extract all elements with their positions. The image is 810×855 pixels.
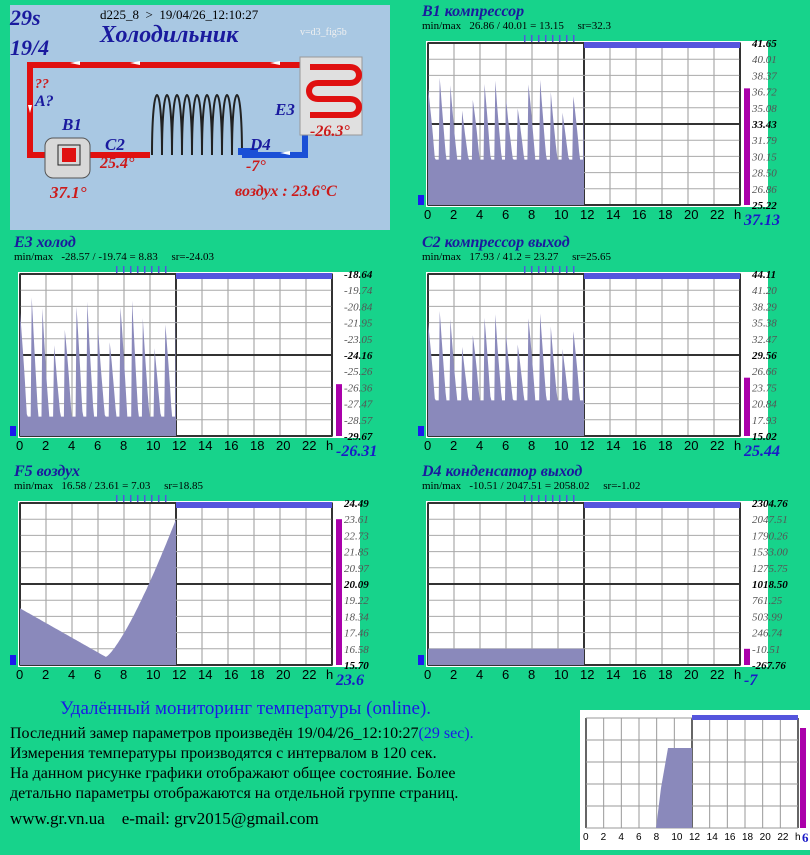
x-tick-label: 6 — [502, 667, 510, 682]
y-tick-label: 15.02 — [752, 431, 777, 443]
x-tick-label: h — [734, 207, 742, 222]
x-tick-label: 4 — [68, 667, 76, 682]
x-tick-label: 0 — [424, 438, 432, 453]
x-tick-label: 22 — [710, 438, 725, 453]
x-tick-label: 16 — [224, 667, 239, 682]
x-tick-label: 18 — [658, 207, 673, 222]
period-bar — [584, 42, 740, 48]
x-tick-label: 12 — [172, 438, 187, 453]
chart-d4-condenser-out — [418, 465, 810, 693]
y-tick-label: 36.72 — [752, 86, 777, 99]
y-tick-label: 20.84 — [752, 398, 777, 411]
refrigerator-schema — [10, 5, 390, 230]
mini-period-bar — [692, 715, 798, 720]
x-tick-label: 10 — [554, 207, 569, 222]
y-tick-label: -267.76 — [752, 660, 786, 672]
device-line: d225_8 > 19/04/26_12:10:27 — [100, 7, 259, 22]
x-tick-label: 8 — [528, 207, 536, 222]
y-tick-label: 15.70 — [344, 660, 369, 672]
y-tick-label: -21.95 — [344, 317, 373, 330]
period-bar — [584, 273, 740, 279]
y-tick-label: 26.66 — [752, 366, 777, 379]
x-tick-label: 6 — [94, 667, 102, 682]
x-tick-label: 20 — [684, 667, 699, 682]
y-tick-label: -24.16 — [344, 350, 373, 362]
x-tick-label: 16 — [632, 667, 647, 682]
x-tick-label: 12 — [580, 207, 595, 222]
mini-x-label: 10 — [671, 832, 683, 843]
chart-plot — [418, 495, 810, 695]
chart-plot — [418, 266, 810, 466]
x-tick-label: 14 — [606, 207, 621, 222]
chart-title: E3 холод — [14, 234, 76, 251]
x-tick-label: 2 — [42, 667, 50, 682]
mini-level-bar — [800, 728, 806, 828]
current-level-bar — [744, 649, 750, 665]
footer-line-3: На данном рисунке графики отображают общее состояние. Более — [10, 765, 456, 782]
footer-line-1-prefix: Последний замер параметров произведён — [10, 725, 297, 742]
x-tick-label: 2 — [450, 438, 458, 453]
mini-x-label: 0 — [583, 832, 589, 843]
x-tick-label: 6 — [502, 207, 510, 222]
mini-x-label: 22 — [777, 832, 789, 843]
x-tick-label: 0 — [16, 438, 24, 453]
x-tick-label: h — [326, 438, 334, 453]
y-tick-label: 1018.50 — [752, 579, 788, 591]
mini-chart — [580, 710, 810, 850]
y-tick-label: 33.43 — [752, 119, 777, 131]
label-E3: E3 — [275, 100, 295, 119]
y-tick-label: 32.47 — [752, 333, 777, 346]
x-tick-label: 10 — [554, 667, 569, 682]
x-tick-label: 2 — [42, 438, 50, 453]
y-tick-label: 35.38 — [752, 317, 777, 330]
y-tick-label: 17.93 — [752, 414, 777, 427]
x-tick-label: 8 — [120, 438, 128, 453]
y-tick-label: 44.11 — [752, 269, 777, 281]
x-tick-label: 12 — [172, 667, 187, 682]
y-tick-label: 30.15 — [752, 151, 777, 164]
x-tick-label: 6 — [502, 438, 510, 453]
x-tick-label: 4 — [476, 438, 484, 453]
y-tick-label: 26.86 — [752, 183, 777, 196]
y-tick-label: 25.22 — [752, 200, 777, 212]
air-temperature: воздух : 23.6°C — [235, 183, 337, 200]
footer-line-2: Измерения температуры производятся с интервалом в 120 сек. — [10, 745, 437, 762]
chart-f5-air — [10, 465, 402, 693]
x-tick-label: 16 — [224, 438, 239, 453]
y-tick-label: 1533.00 — [752, 546, 788, 559]
y-tick-label: 1790.26 — [752, 530, 788, 543]
left-marker — [418, 195, 424, 205]
chart-plot — [10, 266, 402, 466]
schema-title: Холодильник — [100, 22, 239, 48]
x-tick-label: 12 — [580, 667, 595, 682]
x-tick-label: 0 — [16, 667, 24, 682]
age-seconds: 29s — [10, 5, 41, 30]
current-value: 25.44 — [744, 443, 780, 460]
y-tick-label: 20.97 — [344, 562, 369, 575]
x-tick-label: 18 — [250, 438, 265, 453]
date-label: 19/4 — [10, 35, 50, 60]
y-tick-label: 35.08 — [752, 102, 777, 115]
x-tick-label: 8 — [120, 667, 128, 682]
chart-minmax: min/max -10.51 / 2047.51 = 2058.02 sr=-1.02 — [422, 480, 641, 492]
x-tick-label: 0 — [424, 667, 432, 682]
chart-title: B1 компрессор — [422, 3, 525, 20]
mini-x-label: 20 — [759, 832, 771, 843]
email-link[interactable]: e-mail: grv2015@gmail.com — [121, 809, 319, 828]
y-tick-label: 28.50 — [752, 167, 777, 180]
version-label: v=d3_fig5b — [300, 27, 347, 38]
value-B1: 37.1° — [50, 183, 87, 202]
chart-minmax: min/max -28.57 / -19.74 = 8.83 sr=-24.03 — [14, 251, 215, 263]
label-C2: C2 — [105, 135, 125, 154]
x-tick-label: 10 — [146, 667, 161, 682]
mini-background — [580, 710, 810, 850]
current-level-bar — [744, 88, 750, 205]
unknown-label: ?? — [35, 77, 49, 92]
x-tick-label: 14 — [606, 667, 621, 682]
y-tick-label: -26.36 — [344, 382, 373, 395]
x-tick-label: 20 — [684, 207, 699, 222]
y-tick-label: 246.74 — [752, 627, 783, 640]
mini-x-label: 18 — [742, 832, 754, 843]
y-tick-label: 41.20 — [752, 285, 777, 298]
y-tick-label: 41.65 — [752, 38, 777, 50]
last-measure-age: (29 sec). — [418, 725, 474, 742]
y-tick-label: -29.67 — [344, 431, 373, 443]
current-value: -7 — [744, 672, 758, 689]
x-tick-label: 10 — [146, 438, 161, 453]
x-tick-label: 8 — [528, 667, 536, 682]
mini-x-label: 14 — [706, 832, 718, 843]
x-tick-label: 2 — [450, 667, 458, 682]
chart-plot — [418, 35, 810, 235]
current-value: -26.31 — [336, 443, 378, 460]
x-tick-label: 6 — [94, 438, 102, 453]
x-tick-label: 20 — [684, 438, 699, 453]
x-tick-label: 4 — [476, 207, 484, 222]
mini-x-label: h — [795, 832, 801, 843]
chart-minmax: min/max 26.86 / 40.01 = 13.15 sr=32.3 — [422, 20, 612, 32]
last-measure-time: 19/04/26_12:10:27 — [296, 725, 419, 742]
left-marker — [10, 426, 16, 436]
left-marker — [418, 426, 424, 436]
x-tick-label: 0 — [424, 207, 432, 222]
x-tick-label: h — [734, 667, 742, 682]
y-tick-label: 21.85 — [344, 546, 369, 559]
x-tick-label: 22 — [302, 438, 317, 453]
x-tick-label: 18 — [658, 438, 673, 453]
mini-current-value: 6 — [802, 830, 809, 845]
chart-b1-compressor — [418, 5, 810, 233]
mini-x-label: 6 — [636, 832, 642, 843]
y-tick-label: 29.56 — [752, 350, 777, 362]
period-bar — [584, 502, 740, 508]
chart-minmax: min/max 17.93 / 41.2 = 23.27 sr=25.65 — [422, 251, 612, 263]
x-tick-label: h — [734, 438, 742, 453]
current-level-bar — [744, 378, 750, 436]
y-tick-label: 22.73 — [344, 530, 369, 543]
mini-x-label: 4 — [618, 832, 624, 843]
left-marker — [418, 655, 424, 665]
y-tick-label: 23.75 — [752, 382, 777, 395]
x-tick-label: 18 — [250, 667, 265, 682]
chart-title: D4 конденсатор выход — [422, 463, 583, 480]
mini-x-label: 2 — [600, 832, 607, 843]
x-tick-label: 14 — [198, 667, 213, 682]
y-tick-label: -23.05 — [344, 333, 373, 346]
y-tick-label: 40.01 — [752, 54, 777, 67]
y-tick-label: 2047.51 — [752, 514, 788, 527]
y-tick-label: -19.74 — [344, 285, 373, 298]
value-C2: 25.4° — [100, 155, 135, 172]
x-tick-label: 8 — [528, 438, 536, 453]
y-tick-label: 19.22 — [344, 595, 369, 608]
chart-minmax: min/max 16.58 / 23.61 = 7.03 sr=18.85 — [14, 480, 204, 492]
y-tick-label: 38.29 — [752, 301, 777, 314]
x-tick-label: 18 — [658, 667, 673, 682]
chart-title: C2 компрессор выход — [422, 234, 570, 251]
current-value: 37.13 — [744, 212, 780, 229]
left-marker — [10, 655, 16, 665]
y-tick-label: 18.34 — [344, 611, 369, 624]
site-link[interactable]: www.gr.vn.ua — [10, 809, 105, 828]
y-tick-label: 1275.75 — [752, 562, 788, 575]
mini-x-label: 12 — [689, 832, 701, 843]
footer-title: Удалённый мониторинг температуры (online). — [60, 698, 432, 719]
label-A: A? — [35, 93, 54, 110]
chart-title: F5 воздух — [14, 463, 81, 480]
y-tick-label: 16.58 — [344, 643, 369, 656]
period-bar — [176, 273, 332, 279]
x-tick-label: 14 — [606, 438, 621, 453]
value-E3: -26.3° — [310, 123, 350, 140]
y-tick-label: -20.84 — [344, 301, 373, 314]
footer-line-1 — [10, 725, 474, 743]
x-tick-label: 14 — [198, 438, 213, 453]
chart-c2-compressor-out — [418, 236, 810, 464]
x-tick-label: 2 — [450, 207, 458, 222]
x-tick-label: 10 — [554, 438, 569, 453]
x-tick-label: 4 — [476, 667, 484, 682]
y-tick-label: -10.51 — [752, 643, 781, 656]
current-value: 23.6 — [336, 672, 364, 689]
y-tick-label: 761.25 — [752, 595, 783, 608]
x-tick-label: 22 — [302, 667, 317, 682]
x-tick-label: 20 — [276, 438, 291, 453]
x-tick-label: h — [326, 667, 334, 682]
x-tick-label: 16 — [632, 438, 647, 453]
series-area — [428, 649, 584, 665]
x-tick-label: 12 — [580, 438, 595, 453]
value-D4: -7° — [246, 158, 266, 175]
y-tick-label: -28.57 — [344, 414, 373, 427]
mini-x-label: 8 — [653, 832, 660, 843]
mini-x-label: 16 — [724, 832, 736, 843]
y-tick-label: 24.49 — [344, 498, 369, 510]
y-tick-label: -25.26 — [344, 366, 373, 379]
chart-e3-cold — [10, 236, 402, 464]
x-tick-label: 22 — [710, 207, 725, 222]
current-level-bar — [336, 384, 342, 436]
chart-plot — [10, 495, 402, 695]
y-tick-label: 17.46 — [344, 627, 369, 640]
y-tick-label: 503.99 — [752, 611, 783, 624]
x-tick-label: 16 — [632, 207, 647, 222]
y-tick-label: 23.61 — [344, 514, 369, 527]
period-bar — [176, 502, 332, 508]
x-tick-label: 4 — [68, 438, 76, 453]
x-tick-label: 22 — [710, 667, 725, 682]
label-B1: B1 — [62, 115, 82, 134]
footer-contacts — [10, 809, 319, 829]
x-tick-label: 20 — [276, 667, 291, 682]
label-D4: D4 — [250, 135, 271, 154]
y-tick-label: 38.37 — [752, 70, 777, 83]
y-tick-label: 20.09 — [344, 579, 369, 591]
y-tick-label: -18.64 — [344, 269, 373, 281]
mini-chart-plot — [580, 710, 810, 850]
y-tick-label: 2304.76 — [752, 498, 788, 510]
y-tick-label: 31.79 — [752, 135, 777, 148]
footer-line-4: детально параметры отображаются на отдельной группе страниц. — [10, 785, 459, 802]
current-level-bar — [336, 519, 342, 665]
y-tick-label: -27.47 — [344, 398, 373, 411]
